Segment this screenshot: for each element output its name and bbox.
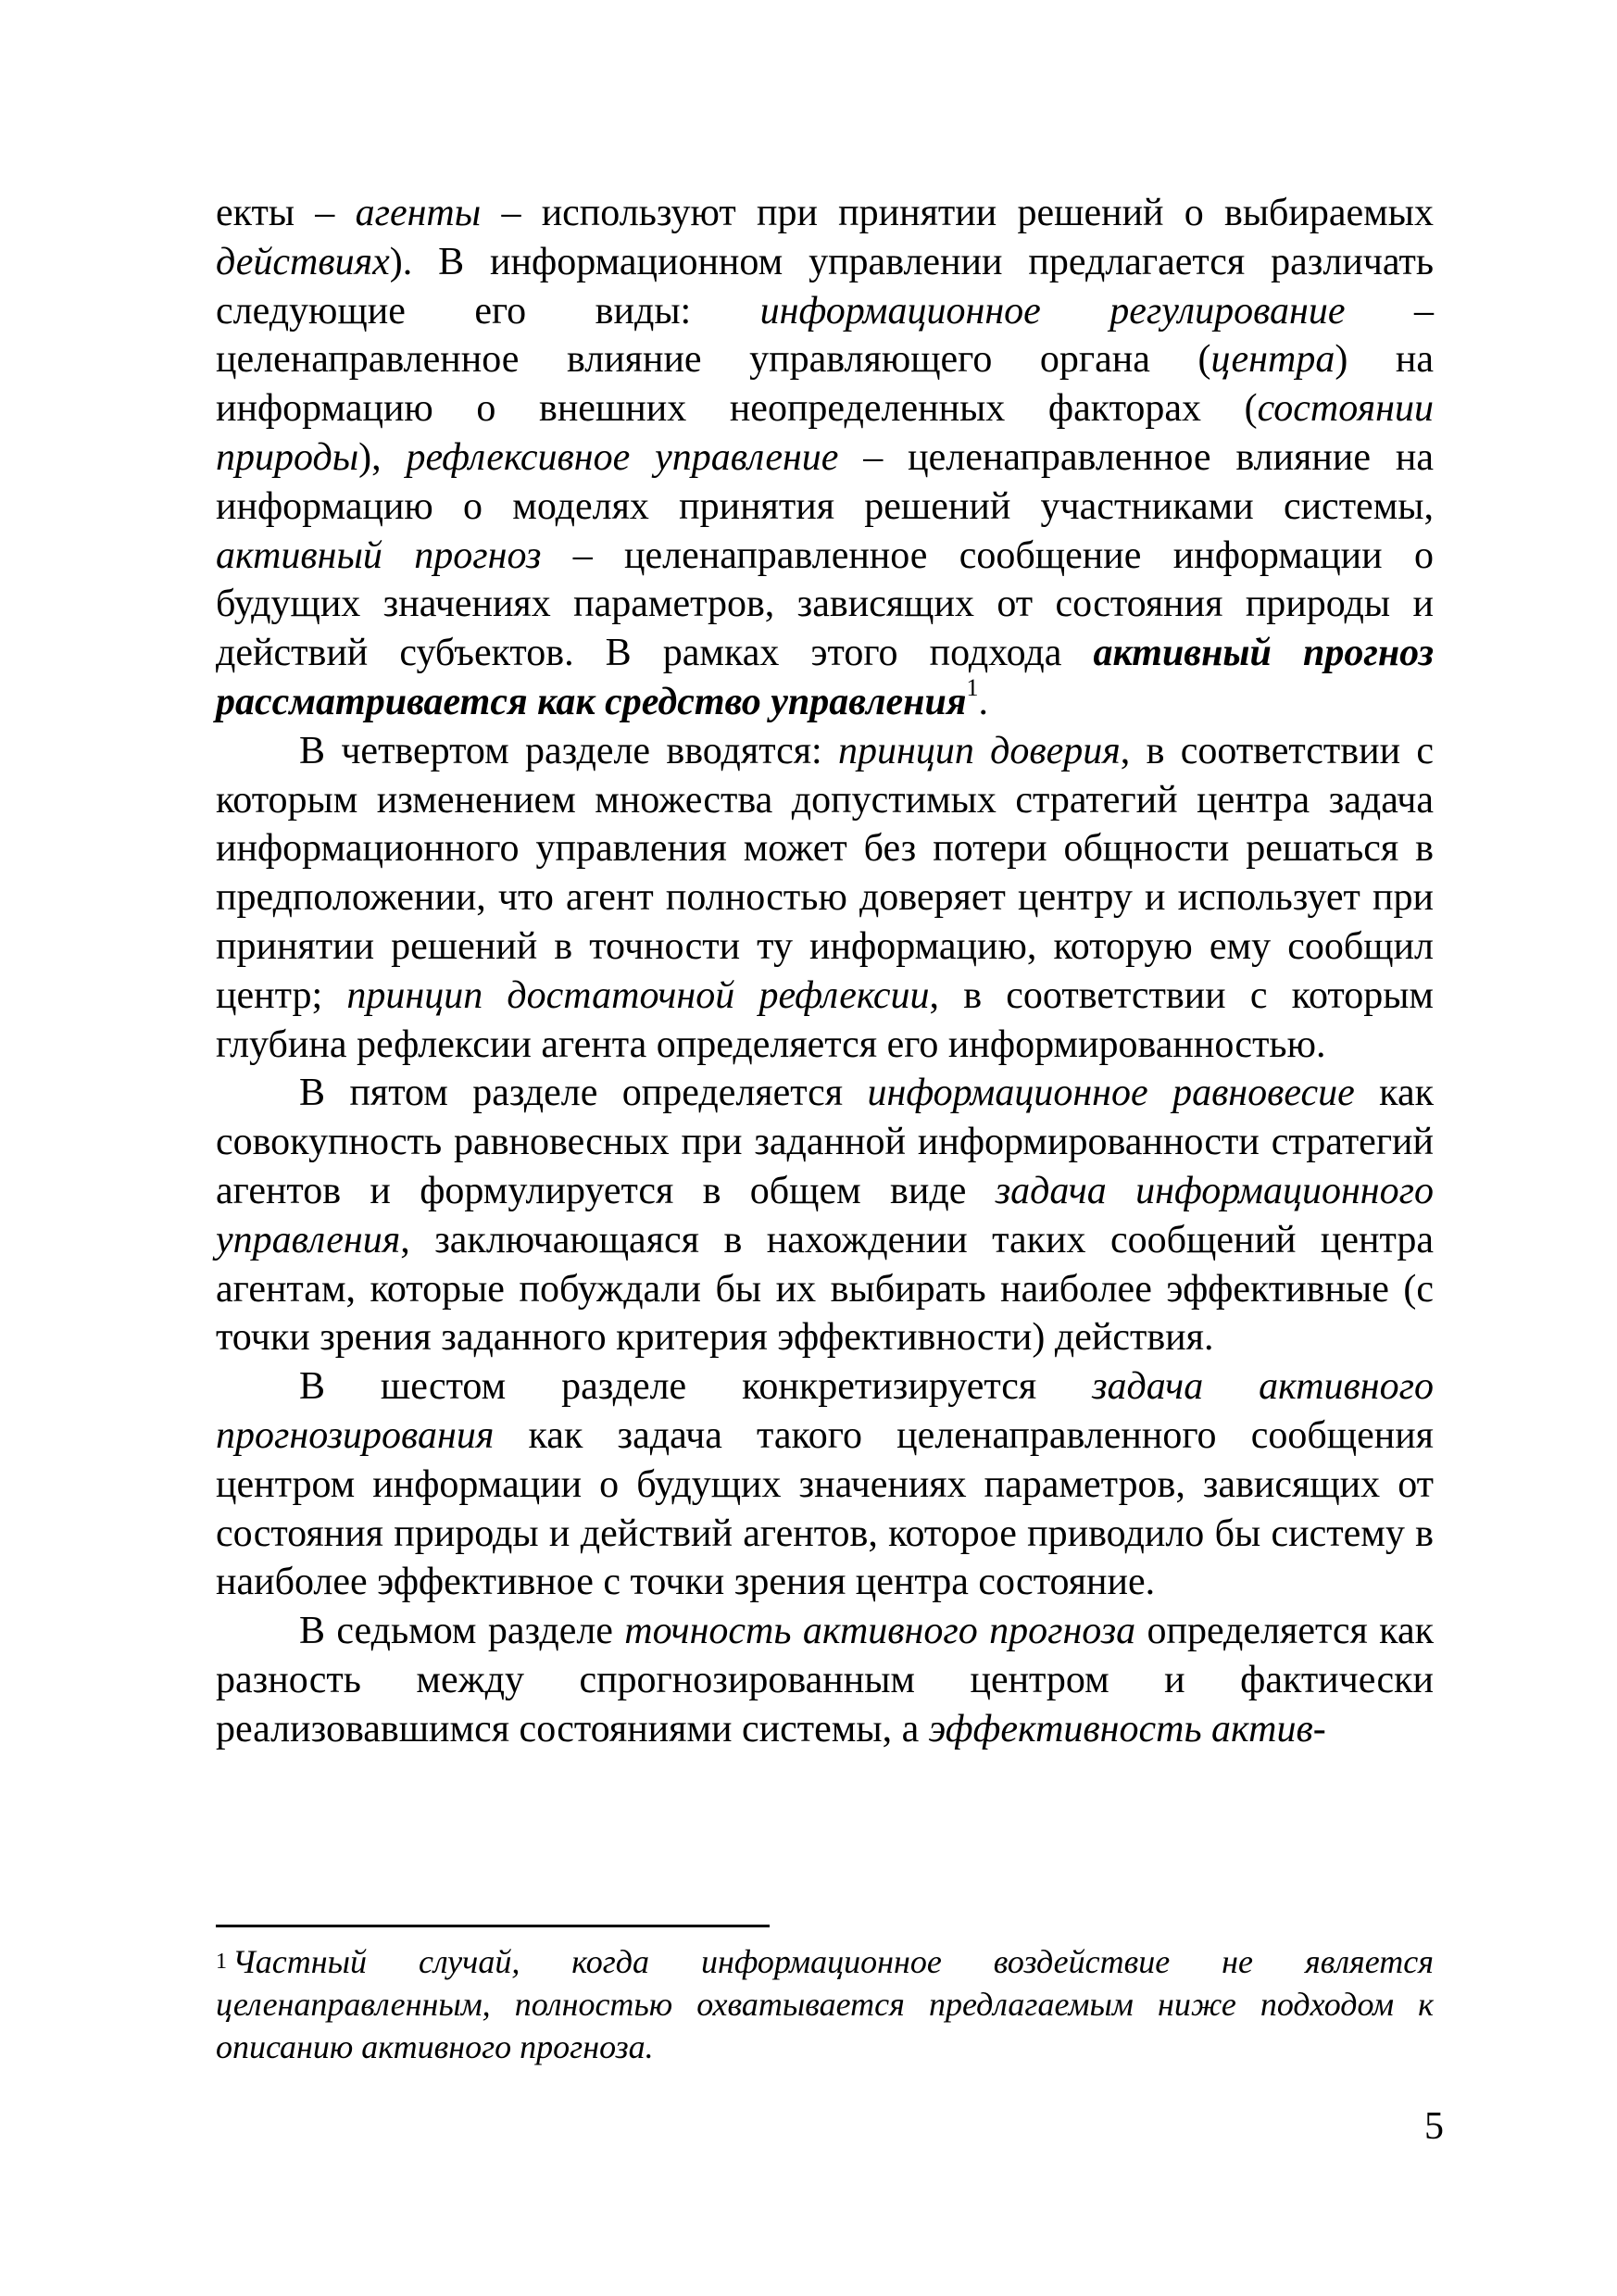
text-run: В четвертом разделе вводятся: [299,729,839,772]
text-run: , заключающаяся в нахождении таких сообщений центра агентам, которые побуждали бы их выбирать наиболее эффективные (с точки зрения заданного критерия эффективности) действия. [216,1218,1434,1360]
footnote-marker: 1 [216,1950,227,1974]
paragraph-1 [216,189,1434,727]
text-run: определяется как разность между спрогнозированным центром и фактически реализовавшимся состояниями системы, а [216,1610,1434,1750]
text-run: – используют при принятии решений о выбираемых [481,192,1434,234]
italic-term: информационное регулирование [759,289,1346,332]
paragraph-3 [216,1069,1434,1362]
text-run: , в соответствии с которым изменением множества допустимых стратегий центра задача информационного управления может без потери общности решаться в предположении, что агент полностью доверяет центру и использует при принятии решений в точности ту информацию, которую ему сообщил центр; [216,729,1434,1017]
page-number: 5 [1424,2105,1444,2148]
text-run: ), [358,435,407,479]
text-run: как совокупность равновесных при заданной информированности стратегий агентов и формулируется в общем виде [216,1072,1434,1212]
text-run: В шестом разделе конкретизируется [299,1365,1093,1409]
footnote [216,1940,1434,2068]
italic-term: точность активного прогноза [624,1610,1136,1653]
emphasized-statement: активный прогноз рассматривается как средство управления [216,632,1434,723]
footnote-text: Частный случай, когда информационное воздействие не является целенаправленным, полностью охватывается предлагаемым ниже подходом к описанию активного прогноза. [216,1943,1434,2065]
paragraph-4 [216,1362,1434,1607]
italic-term: рефлексивное управление [406,435,839,479]
italic-term: состоянии природы [216,387,1434,479]
text-run: – целенаправленное влияние на информацию о моделях принятия решений участниками системы, [216,435,1434,528]
text-run: как задача такого целенаправленного сообщения центром информации о будущих значениях параметров, зависящих от состояния природы и действий агентов, которое приводило бы систему в наиболее эффективное с точки зрения центра состояние. [216,1413,1434,1604]
text-run: , в соответствии с которым глубина рефлексии агента определяется его информированностью. [216,973,1434,1066]
text-run: – целенаправленное влияние управляющего органа ( [216,289,1435,382]
italic-term: центра [1210,338,1335,382]
text-run: екты – [216,192,356,234]
paragraph-2 [216,727,1434,1070]
italic-term: действиях [216,240,390,283]
footnote-reference: 1 [966,673,979,701]
text-run: В пятом разделе определяется [299,1072,868,1115]
italic-term: информационное равновесие [867,1072,1355,1115]
italic-term: принцип достаточной рефлексии [346,973,930,1017]
italic-term: активный прогноз [216,533,542,577]
italic-term: задача активного прогнозирования [216,1365,1435,1457]
italic-term: эффективность актив- [928,1707,1326,1750]
body-text [216,189,1434,1754]
text-run: В седьмом разделе [299,1610,625,1653]
text-run: – целенаправленное сообщение информации о будущих значениях параметров, зависящих от состояния природы и действий субъектов. В рамках этого подхода [216,533,1434,675]
paragraph-5 [216,1607,1434,1753]
text-run: ). В информационном управлении предлагается различать следующие его виды: [216,240,1434,332]
text-run: . [978,680,988,723]
italic-term: агенты [355,192,482,234]
footnote-separator [216,1925,770,1927]
text-run: ) на информацию о внешних неопределенных факторах ( [216,338,1434,431]
italic-term: задача информационного управления [216,1169,1434,1261]
italic-term: принцип доверия [838,729,1121,772]
